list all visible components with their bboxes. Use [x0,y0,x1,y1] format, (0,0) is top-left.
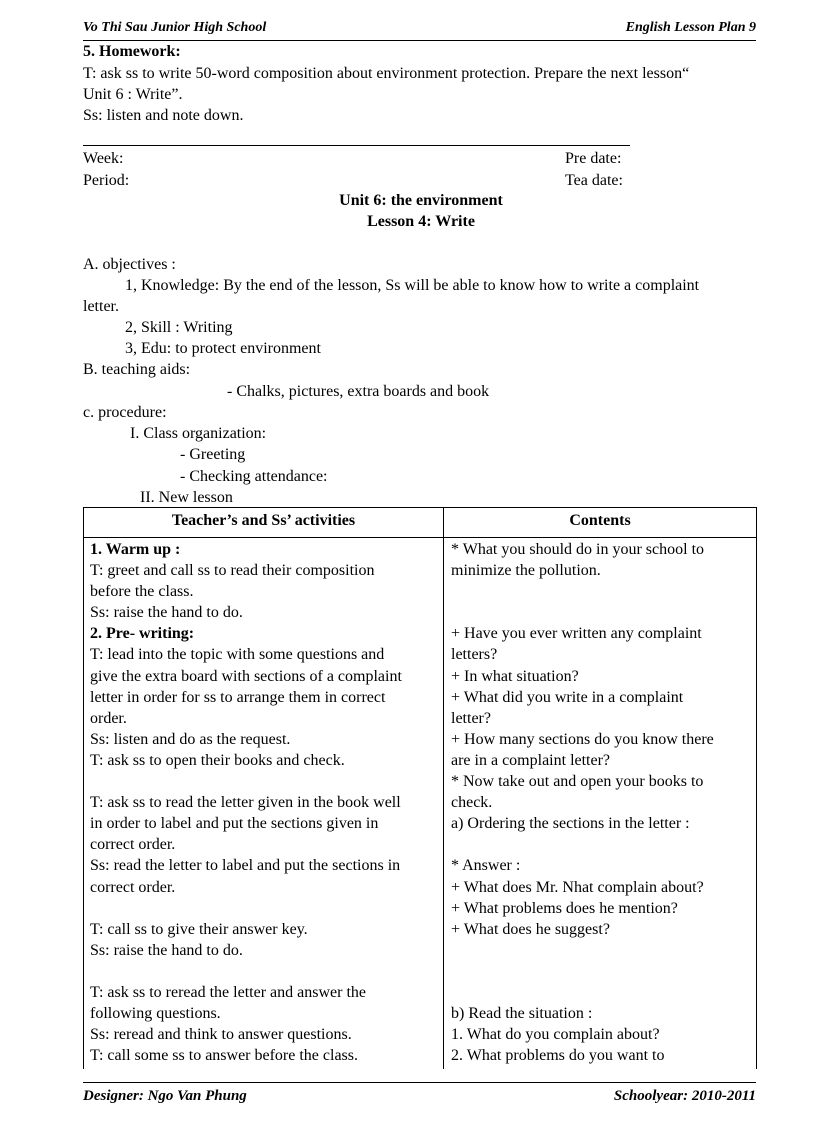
table-line [90,898,440,919]
table-line: + How many sections do you know there [451,730,714,748]
table-line: + What does he suggest? [451,920,610,938]
table-line: 2. What problems do you want to [451,1047,665,1065]
table-line: in order to label and put the sections given in [90,815,379,833]
attendance-item: - Checking attendance: [180,468,328,485]
table-line: Ss: listen and do as the request. [90,730,291,748]
table-line: b) Read the situation : [451,1005,593,1023]
table-line: + What does Mr. Nhat complain about? [451,878,704,896]
table-line [451,940,753,961]
tea-date-label: Tea date: [565,172,623,189]
week-label: Week: [83,150,124,167]
table-header-activities: Teacher’s and Ss’ activities [171,512,356,529]
page-footer [83,1082,756,1107]
class-organization: I. Class organization: [130,425,267,442]
table-line: + Have you ever written any complaint [451,625,702,643]
table-line [451,602,753,623]
table-line: before the class. [90,583,194,601]
table-line: following questions. [90,1005,221,1023]
table-line [451,581,753,602]
table-line: Ss: read the letter to label and put the sections in [90,857,401,875]
table-line: correct order. [90,878,176,896]
header-school: Vo Thi Sau Junior High School [83,20,267,35]
objective-skill: 2, Skill : Writing [125,319,233,336]
table-line: letter? [451,709,491,727]
table-line: correct order. [90,836,176,854]
table-line: T: ask ss to reread the letter and answer the [90,983,366,1001]
unit-title: Unit 6: the environment [339,192,503,209]
table-line: are in a complaint letter? [451,751,611,769]
table-line: * Now take out and open your books to [451,773,704,791]
table-line: 1. What do you complain about? [451,1026,660,1044]
objective-knowledge-cont: letter. [83,298,119,315]
procedure-heading: c. procedure: [83,404,167,421]
lesson-title: Lesson 4: Write [367,213,475,230]
header-plan-title: English Lesson Plan 9 [625,20,756,35]
table-line: letters? [451,646,498,664]
contents-column [451,539,753,1066]
objective-edu: 3, Edu: to protect environment [125,340,321,357]
homework-line: T: ask ss to write 50-word composition about environment protection. Prepare the next lesson“ [83,65,690,82]
table-line: * Answer : [451,857,521,875]
table-line: Ss: reread and think to answer questions. [90,1026,352,1044]
table-line [90,771,440,792]
table-line: T: ask ss to read the letter given in the book well [90,794,401,812]
table-line: a) Ordering the sections in the letter : [451,815,690,833]
table-line: T: ask ss to open their books and check. [90,751,345,769]
homework-title: 5. Homework: [83,43,181,60]
page-header [83,20,756,41]
table-line: letter in order for ss to arrange them in correct [90,688,386,706]
pre-date-label: Pre date: [565,150,622,167]
table-line: + What did you write in a complaint [451,688,684,706]
table-header-contents: Contents [569,512,631,529]
footer-schoolyear: Schoolyear: 2010-2011 [613,1088,756,1104]
table-line: T: call ss to give their answer key. [90,920,308,938]
table-line: give the extra board with sections of a complaint [90,667,402,685]
lesson-activities-table [83,507,757,1069]
new-lesson-heading: II. New lesson [140,489,233,506]
table-line: * What you should do in your school to [451,541,705,558]
greeting-item: - Greeting [180,446,246,463]
footer-designer: Designer: Ngo Van Phung [83,1088,247,1104]
table-line: + In what situation? [451,667,579,685]
table-line: T: call some ss to answer before the class. [90,1047,359,1065]
table-line [451,834,753,855]
table-line: minimize the pollution. [451,562,601,580]
table-line: check. [451,794,493,812]
teaching-aids-item: - Chalks, pictures, extra boards and book [227,383,490,400]
section-divider [83,145,630,146]
objectives-heading: A. objectives : [83,256,176,273]
objective-knowledge: 1, Knowledge: By the end of the lesson, Ss will be able to know how to write a complaint [125,277,700,294]
table-line: 1. Warm up : [90,541,181,558]
table-line: Ss: raise the hand to do. [90,604,243,622]
table-line [451,961,753,982]
activities-column [90,539,440,1066]
homework-line: Unit 6 : Write”. [83,86,183,103]
period-label: Period: [83,172,130,189]
teaching-aids-heading: B. teaching aids: [83,361,191,378]
table-line: + What problems does he mention? [451,899,678,917]
table-line [90,961,440,982]
table-line: Ss: raise the hand to do. [90,941,243,959]
table-line: 2. Pre- writing: [90,625,195,643]
table-line: order. [90,709,127,727]
table-line [451,982,753,1003]
table-line: T: lead into the topic with some questions and [90,646,385,664]
table-column-divider [443,508,444,1069]
table-header-divider [84,537,756,538]
table-line: T: greet and call ss to read their composition [90,562,375,580]
homework-line: Ss: listen and note down. [83,107,244,124]
